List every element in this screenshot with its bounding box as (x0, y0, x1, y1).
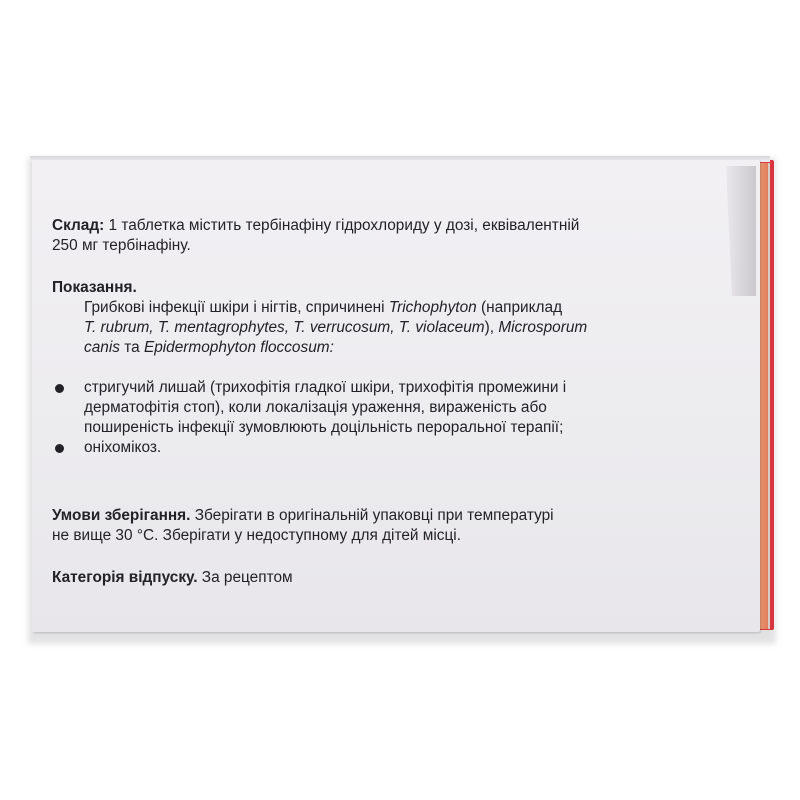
pathogen-name: Epidermophyton floccosum: (143, 339, 334, 356)
indications-text: Грибкові інфекції шкіри і нігтів, спричинені (84, 299, 389, 316)
storage-line-2: не вище 30 °С. Зберігати у недоступному для дітей місці. (52, 527, 461, 544)
list-item (52, 378, 752, 438)
composition-label: Склад: (52, 217, 105, 234)
indications-heading: Показання. (52, 279, 137, 296)
composition-text-1: 1 таблетка містить тербінафіну гідрохлориду у дозі, еквівалентній (104, 217, 580, 234)
composition-line-1 (52, 216, 752, 236)
list-item-text: стригучий лишай (трихофітія гладкої шкіри, трихофітія промежини і (84, 379, 567, 396)
indications-line-1 (52, 298, 752, 318)
dispensing-text: За рецептом (197, 569, 293, 586)
bullet-icon (55, 444, 64, 453)
indications-text: ), (484, 319, 499, 336)
list-item (52, 438, 752, 458)
dispensing-label: Категорія відпуску. (52, 569, 198, 586)
pathogen-name: Microsporum (498, 319, 588, 336)
bullet-icon (55, 384, 64, 393)
pathogen-names: T. rubrum, T. mentagrophytes, T. verrucosum, T. violaceum (84, 319, 485, 336)
list-item-text: поширеність інфекції зумовлюють доцільність пероральної терапії; (84, 419, 564, 436)
storage-text-1: Зберігати в оригінальній упаковці при температурі (190, 507, 554, 524)
dispensing-line (52, 568, 752, 588)
list-item-text: оніхомікоз. (84, 439, 162, 456)
composition-line-2: 250 мг тербінафіну. (52, 237, 191, 254)
storage-label: Умови зберігання. (52, 507, 191, 524)
indications-line-3 (52, 338, 752, 358)
package-label-text (52, 216, 752, 588)
indications-line-2 (52, 318, 752, 338)
pathogen-name: Trichophyton (388, 299, 477, 316)
indications-text: та (119, 339, 144, 356)
pathogen-name: canis (84, 339, 120, 356)
storage-line-1 (52, 506, 752, 526)
list-item-text: дерматофітія стоп), коли локалізація ураження, вираженість або (84, 399, 547, 416)
indications-text: (наприклад (476, 299, 563, 316)
